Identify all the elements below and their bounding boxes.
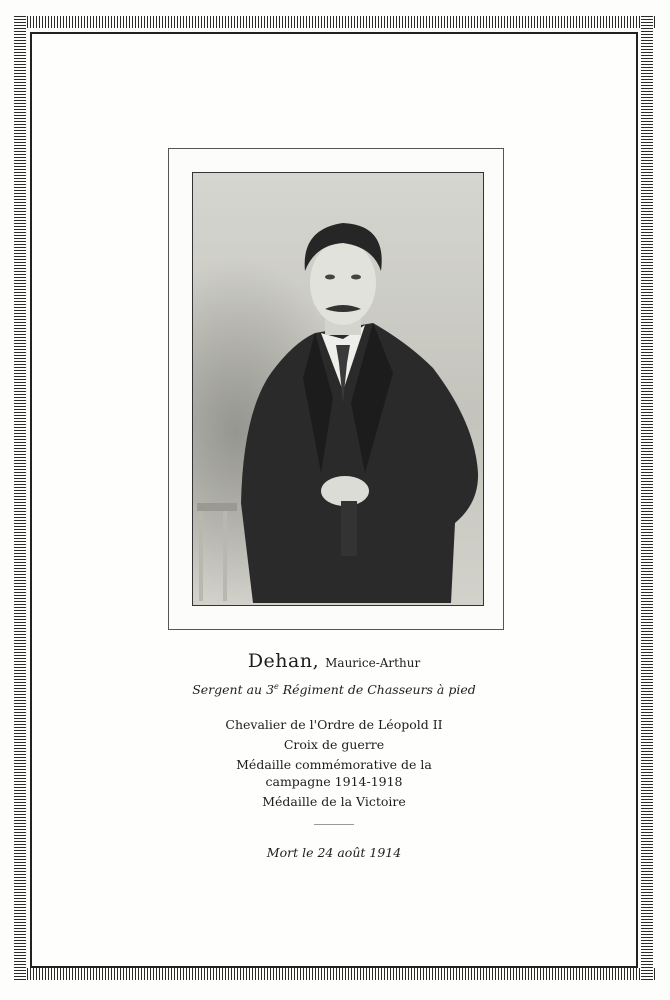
honour-item: Médaille de la Victoire xyxy=(262,794,406,809)
surname: Dehan, xyxy=(247,650,320,672)
honour-item: Chevalier de l'Ordre de Léopold II xyxy=(225,717,443,732)
honour-item: Croix de guerre xyxy=(283,737,385,752)
decorative-border-right xyxy=(641,16,653,980)
portrait-photo xyxy=(192,172,484,606)
person-name xyxy=(30,650,638,672)
decorative-border-left xyxy=(14,16,26,980)
honour-item: campagne 1914-1918 xyxy=(265,774,403,789)
honours-list xyxy=(30,716,638,810)
decorative-border-top xyxy=(18,16,655,28)
rank-line xyxy=(30,682,638,697)
rank-prefix: Sergent au 3 xyxy=(192,682,275,698)
given-names: Maurice-Arthur xyxy=(325,656,421,670)
death-date: Mort le 24 août 1914 xyxy=(266,845,402,860)
rank-suffix: Régiment de Chasseurs à pied xyxy=(278,682,476,698)
decorative-border-bottom xyxy=(18,968,655,980)
honour-item: Médaille commémorative de la xyxy=(236,757,432,772)
divider xyxy=(314,824,354,825)
rank-ordinal: e xyxy=(274,682,279,691)
